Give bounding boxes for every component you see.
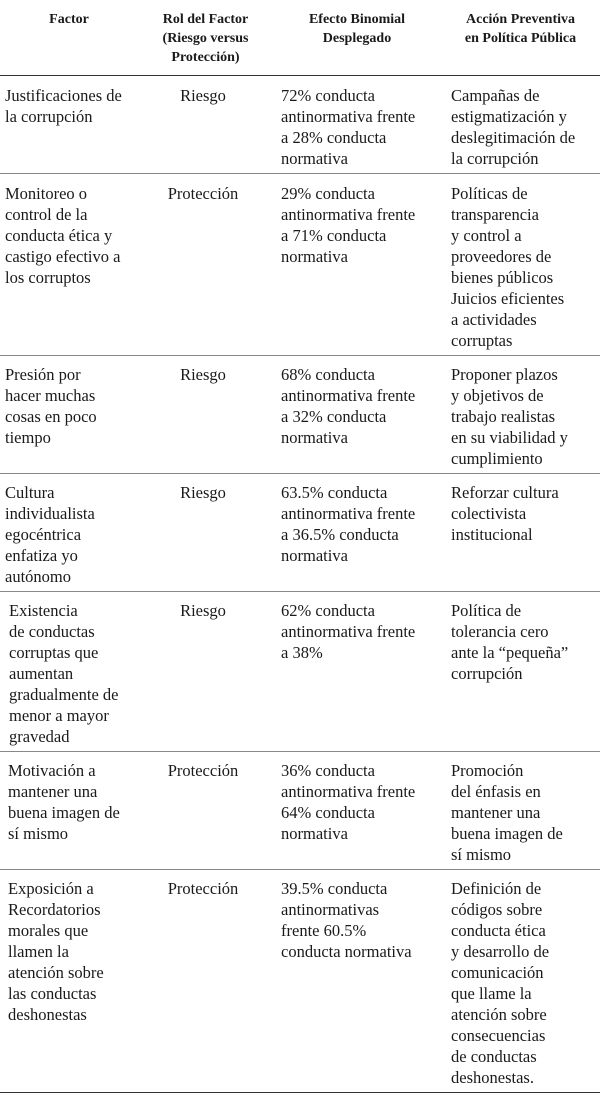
table-row: [0, 752, 600, 870]
cell-role: Protección: [138, 870, 273, 1093]
cell-action: Proponer plazos y objetivos de trabajo realistas en su viabilidad y cumplimiento: [441, 356, 600, 474]
cell-role: Protección: [138, 174, 273, 356]
cell-action: Reforzar cultura colectivista institucional: [441, 474, 600, 592]
header-factor: Factor: [0, 0, 138, 76]
cell-role: Riesgo: [138, 474, 273, 592]
cell-factor: Presión por hacer muchas cosas en poco tiempo: [0, 356, 138, 474]
table-row: [0, 174, 600, 356]
cell-role: Protección: [138, 752, 273, 870]
table-header: [0, 0, 600, 76]
cell-role: Riesgo: [138, 356, 273, 474]
header-role: Rol del Factor (Riesgo versus Protección): [138, 0, 273, 76]
cell-role: Riesgo: [138, 76, 273, 174]
cell-effect: 72% conducta antinormativa frente a 28% conducta normativa: [273, 76, 441, 174]
cell-action: Campañas de estigmatización y deslegitimación de la corrupción: [441, 76, 600, 174]
header-action: Acción Preventiva en Política Pública: [441, 0, 600, 76]
cell-action: Definición de códigos sobre conducta ética y desarrollo de comunicación que llame la atención sobre consecuencias de conductas deshonestas.: [441, 870, 600, 1093]
table-row: [0, 356, 600, 474]
cell-factor: Exposición a Recordatorios morales que llamen la atención sobre las conductas deshonestas: [0, 870, 138, 1093]
cell-effect: 29% conducta antinormativa frente a 71% conducta normativa: [273, 174, 441, 356]
table-body: [0, 76, 600, 1093]
cell-effect: 68% conducta antinormativa frente a 32% conducta normativa: [273, 356, 441, 474]
header-effect: Efecto Binomial Desplegado: [273, 0, 441, 76]
cell-factor: Cultura individualista egocéntrica enfatiza yo autónomo: [0, 474, 138, 592]
cell-effect: 36% conducta antinormativa frente 64% conducta normativa: [273, 752, 441, 870]
cell-factor: Motivación a mantener una buena imagen de sí mismo: [0, 752, 138, 870]
cell-action: Promoción del énfasis en mantener una buena imagen de sí mismo: [441, 752, 600, 870]
table-row: [0, 592, 600, 752]
cell-action: Política de tolerancia cero ante la “pequeña” corrupción: [441, 592, 600, 752]
cell-action: Políticas de transparencia y control a proveedores de bienes públicos Juicios eficientes a actividades corruptas: [441, 174, 600, 356]
table-row: [0, 474, 600, 592]
cell-effect: 63.5% conducta antinormativa frente a 36.5% conducta normativa: [273, 474, 441, 592]
cell-factor: Monitoreo o control de la conducta ética y castigo efectivo a los corruptos: [0, 174, 138, 356]
header-row: [0, 0, 600, 76]
cell-factor: Justificaciones de la corrupción: [0, 76, 138, 174]
table-row: [0, 76, 600, 174]
cell-factor: Existencia de conductas corruptas que aumentan gradualmente de menor a mayor gravedad: [0, 592, 138, 752]
cell-role: Riesgo: [138, 592, 273, 752]
table-row: [0, 870, 600, 1093]
cell-effect: 62% conducta antinormativa frente a 38%: [273, 592, 441, 752]
cell-effect: 39.5% conducta antinormativas frente 60.5% conducta normativa: [273, 870, 441, 1093]
